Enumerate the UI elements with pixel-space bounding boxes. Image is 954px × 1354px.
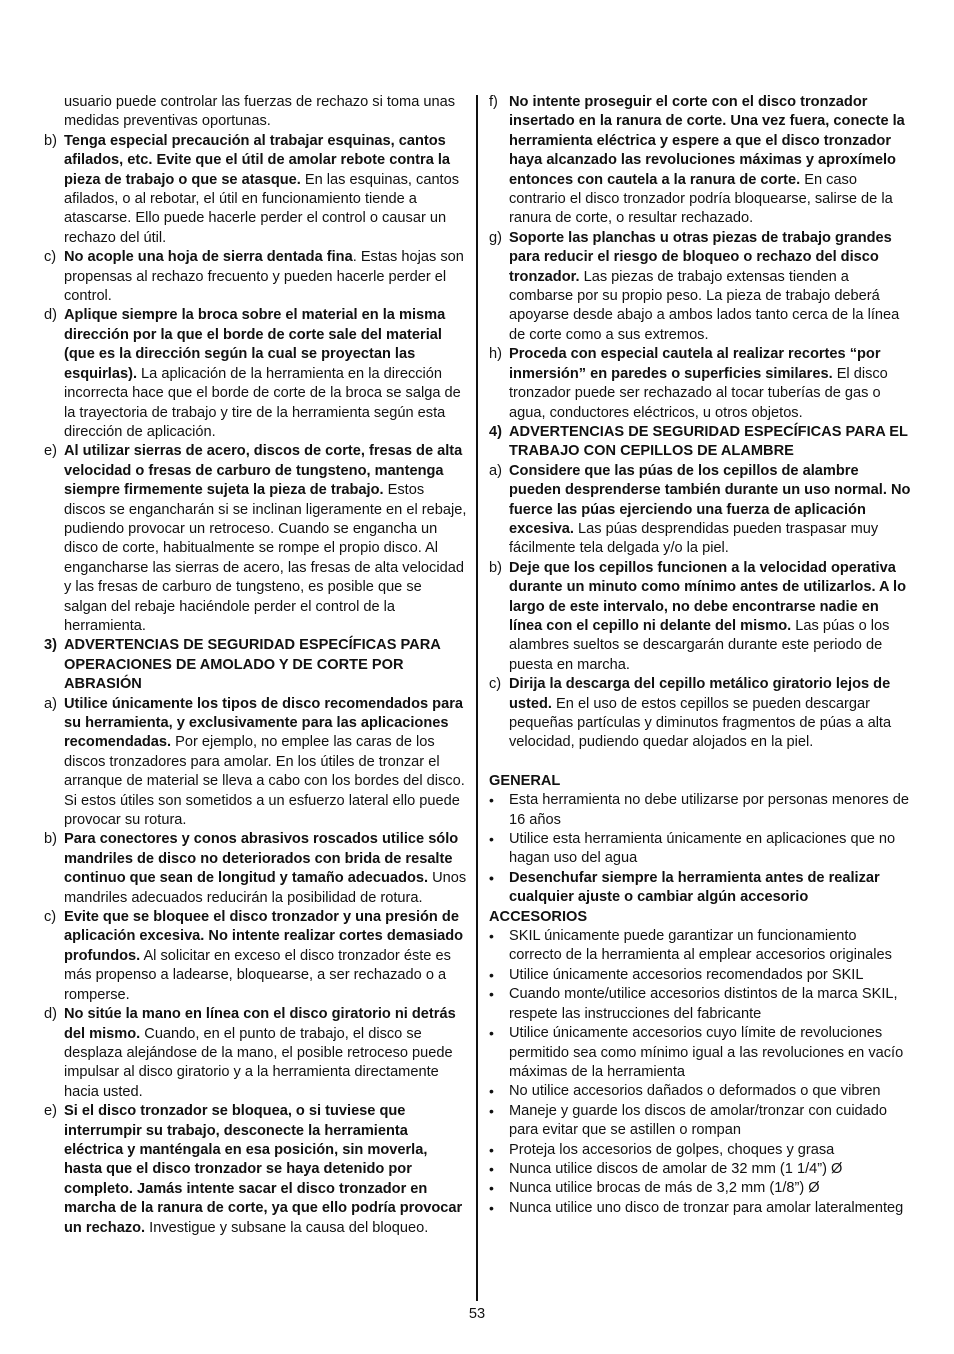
item-text (64, 1005, 468, 1102)
page-number: 53 (468, 1306, 486, 1322)
item-normal-text: Investigue y subsane la causa del bloqueo. (145, 1219, 429, 1236)
item-text (64, 636, 468, 694)
item-text (64, 442, 468, 636)
item-normal-text: . Estas hojas son propensas al rechazo frecuento y pueden hacerle perder el control. (64, 249, 464, 305)
item-marker: c) (44, 249, 57, 266)
bullet-marker: • (489, 1180, 494, 1197)
bullet-marker: • (489, 1199, 494, 1216)
bullet-marker: • (489, 1025, 494, 1042)
list-item (489, 93, 913, 229)
item-marker: d) (44, 307, 57, 324)
bullet-item (489, 985, 913, 1024)
right-column (489, 93, 913, 1218)
bullet-marker: • (489, 928, 494, 945)
item-text (509, 1141, 913, 1160)
bullet-item (489, 1179, 913, 1198)
item-text (509, 675, 913, 753)
item-bold-text: Tenga especial precaución al trabajar esquinas, cantos afilados, etc. Evite que el útil de amolar rebote contra la pieza de trabajo o que se atasque. (64, 132, 451, 188)
item-bold-text: Proceda con especial cautela al realizar recortes “por inmersión” en paredes o superficies similares. (509, 346, 881, 382)
item-marker: e) (44, 1103, 57, 1120)
item-bold-text: Para conectores y conos abrasivos roscados utilice sólo mandriles de disco no deteriorados con brida de resalte continuo que sean de longitud y tamaño adecuados. (64, 831, 459, 887)
item-marker: a) (489, 462, 502, 479)
item-normal-text: En el uso de estos cepillos se pueden descargar pequeñas partículas y diminutos fragmentos de púas a alta velocidad, pudiendo quedar alojados en la piel. (509, 695, 892, 751)
bullet-item (489, 1082, 913, 1101)
item-normal-text: Al solicitar en exceso el disco tronzador éste es más propenso a ladearse, bloquearse, a ser rechazado o a romperse. (64, 947, 451, 1003)
item-bold-text: Al utilizar sierras de acero, discos de corte, fresas de alta velocidad o fresas de carburo de tungsteno, mantenga siempre firmemente sujeta la pieza de trabajo. (64, 443, 463, 499)
item-text (509, 830, 913, 869)
bullet-item (489, 927, 913, 966)
bullet-item (489, 1160, 913, 1179)
item-normal-text: Maneje y guarde los discos de amolar/tronzar con cuidado para evitar que se astillen o rompan (509, 1102, 888, 1139)
column-divider (476, 95, 478, 1301)
bullet-item (489, 1102, 913, 1141)
item-text (64, 1102, 468, 1238)
item-normal-text: Por ejemplo, no emplee las caras de los discos tronzadores para amolar. En los útiles de tronzar el arranque de material se lleva a cabo con los bordes del disco. Si estos útiles son sometidos a un esfuerzo lateral ello puede provocar su rotura. (64, 734, 465, 829)
item-text (64, 908, 468, 1005)
item-bold-text: Si el disco tronzador se bloquea, o si tuviese que interrumpir su trabajo, desconecte la herramienta eléctrica y manténgala en esa posición, sin moverla, hasta que el disco tronzador se haya detenido por completo. Jamás intente sacar el disco tronzador en marcha de la ranura de corte, ya que ello podría provocar un rechazo. (64, 1103, 463, 1236)
bullet-marker: • (489, 986, 494, 1003)
item-marker: b) (44, 831, 57, 848)
item-normal-text: Cuando, en el punto de trabajo, el disco se desplaza alejándose de la mano, el posible retroceso puede impulsar al disco giratorio y a la herramienta directamente hacia usted. (64, 1025, 453, 1100)
item-bold-text: ADVERTENCIAS DE SEGURIDAD ESPECÍFICAS PARA EL TRABAJO CON CEPILLOS DE ALAMBRE (509, 423, 908, 460)
item-text (509, 1024, 913, 1082)
item-normal-text: Esta herramienta no debe utilizarse por personas menores de 16 años (509, 792, 909, 828)
list-item (44, 908, 468, 1005)
bullet-marker: • (489, 792, 494, 809)
item-text (509, 966, 913, 985)
item-marker: f) (489, 94, 498, 110)
list-item (44, 442, 468, 636)
item-normal-text: En las esquinas, cantos afilados, o al rebotar, el útil en funcionamiento tiende a atascarse. Ello puede hacerle perder el control o causar un rechazo del útil. (64, 171, 460, 246)
bullet-item (489, 830, 913, 869)
item-text (509, 1179, 913, 1198)
list-item (44, 695, 468, 831)
item-text (509, 559, 913, 675)
item-text (509, 423, 913, 462)
item-bold-text: Deje que los cepillos funcionen a la velocidad operativa durante un minuto como mínimo antes de utilizarlos. A lo largo de este intervalo, no debe encontrarse nadie en línea con el cepillo ni delante del mismo. (509, 559, 907, 634)
item-bold-text: No acople una hoja de sierra dentada fina (64, 249, 353, 266)
item-text (509, 1199, 913, 1218)
item-normal-text: Utilice esta herramienta únicamente en aplicaciones que no hagan uso del agua (509, 831, 896, 867)
item-text (64, 306, 468, 442)
item-normal-text: No utilice accesorios dañados o deformados o que vibren (509, 1083, 881, 1100)
list-item (44, 306, 468, 442)
item-text (509, 229, 913, 345)
item-normal-text: Las púas desprendidas pueden traspasar muy fácilmente tela delgada y/o la piel. (509, 520, 879, 557)
item-normal-text: Cuando monte/utilice accesorios distintos de la marca SKIL, respete las instrucciones del fabricante (509, 986, 898, 1022)
item-marker: e) (44, 443, 57, 460)
item-normal-text: Utilice únicamente accesorios cuyo límite de revoluciones permitido sea como mínimo igual a las revoluciones en vacío máximas de la herramienta (509, 1025, 904, 1080)
item-marker: b) (44, 132, 57, 149)
item-text (509, 869, 913, 908)
list-item (44, 636, 468, 694)
paragraph-text: usuario puede controlar las fuerzas de rechazo si toma unas medidas preventivas oportunas. (64, 94, 456, 130)
list-item (489, 675, 913, 753)
item-normal-text: Las piezas de trabajo extensas tienden a combarse por su propio peso. La pieza de trabajo deberá apoyarse desde abajo a ambos lados tanto cerca de la línea de corte como a sus extremos. (509, 268, 900, 343)
item-marker: c) (44, 909, 57, 926)
bullet-item (489, 966, 913, 985)
item-normal-text: Proteja los accesorios de golpes, choques y grasa (509, 1141, 835, 1158)
item-normal-text: Unos mandriles adecuados reducirán la posibilidad de rotura. (64, 870, 467, 906)
left-column (44, 93, 468, 1238)
list-item (44, 1005, 468, 1102)
item-normal-text: La aplicación de la herramienta en la dirección incorrecta hace que el borde de corte de la broca se salga de la trayectoria de trabajo y tire de la herramienta según esta dirección de aplicación. (64, 365, 461, 440)
item-text (509, 93, 913, 229)
item-bold-text: No intente proseguir el corte con el disco tronzador insertado en la ranura de corte. Una vez fuera, conecte la herramienta eléctrica y espere a que el disco tronzador haya alcanzado las revoluciones máximas y aproxímelo entonces con cautela a la ranura de corte. (509, 94, 905, 188)
item-text (509, 1160, 913, 1179)
list-item (489, 229, 913, 345)
bullet-item (489, 1199, 913, 1218)
item-bold-text: Desenchufar siempre la herramienta antes de realizar cualquier ajuste o cambiar algún accesorio (509, 869, 880, 906)
list-item (489, 423, 913, 462)
section-heading: GENERAL (489, 772, 561, 789)
item-normal-text: Estos discos se engancharán si se inclinan ligeramente en el rebaje, pudiendo provocar un retroceso. Cuando se engancha un disco de corte, habitualmente se rompe el propio disco. Al engancharse las sierras de acero, las fresas de alta velocidad y las fresas de carburo de tungsteno, es posible que se salgan del rebaje haciéndole perder el control de la herramienta. (64, 482, 467, 634)
bullet-item (489, 869, 913, 908)
item-bold-text: Aplique siempre la broca sobre el material en la misma dirección por la que el borde de corte sale del material (que es la dirección según la cual se proyectan las esquirlas). (64, 307, 446, 382)
item-marker: a) (44, 695, 57, 712)
list-item (489, 462, 913, 559)
item-bold-text: Utilice únicamente los tipos de disco recomendados para su herramienta, y exclusivamente para las aplicaciones recomendadas. (64, 695, 464, 751)
bullet-marker: • (489, 1141, 494, 1158)
bullet-marker: • (489, 966, 494, 983)
bullet-marker: • (489, 831, 494, 848)
item-text (509, 1102, 913, 1141)
item-text (64, 695, 468, 831)
item-normal-text: En caso contrario el disco tronzador podría bloquearse, salirse de la ranura de corte, o resultar rechazado. (509, 171, 893, 227)
bullet-marker: • (489, 1102, 494, 1119)
bullet-item (489, 791, 913, 830)
section-heading: ACCESORIOS (489, 908, 588, 925)
list-item (44, 830, 468, 908)
item-marker: g) (489, 229, 502, 246)
item-bold-text: No sitúe la mano en línea con el disco giratorio ni detrás del mismo. (64, 1006, 456, 1042)
item-bold-text: ADVERTENCIAS DE SEGURIDAD ESPECÍFICAS PARA OPERACIONES DE AMOLADO Y DE CORTE POR ABRASIÓN (64, 637, 441, 693)
item-bold-text: Soporte las planchas u otras piezas de trabajo grandes para reducir el riesgo de bloqueo o rechazo del disco tronzador. (509, 229, 892, 285)
item-text (64, 132, 468, 248)
item-marker: h) (489, 346, 502, 363)
item-normal-text: Las púas o los alambres sueltos se descargarán durante este periodo de puesta en marcha. (509, 617, 890, 673)
item-marker: 3) (44, 637, 57, 654)
item-text (64, 248, 468, 306)
item-text (509, 791, 913, 830)
item-bold-text: Evite que se bloquee el disco tronzador y una presión de aplicación excesiva. No intente realizar cortes demasiado profundos. (64, 909, 464, 964)
bullet-marker: • (489, 1160, 494, 1177)
item-text (509, 985, 913, 1024)
list-item (44, 132, 468, 248)
item-marker: c) (489, 676, 502, 693)
item-text (509, 927, 913, 966)
item-text (64, 830, 468, 908)
item-bold-text: Dirija la descarga del cepillo metálico giratorio lejos de usted. (509, 676, 891, 712)
item-normal-text: SKIL únicamente puede garantizar un funcionamiento correcto de la herramienta al emplear accesorios originales (509, 928, 892, 964)
item-text (509, 345, 913, 423)
item-marker: 4) (489, 423, 502, 440)
item-bold-text: Considere que las púas de los cepillos de alambre pueden desprenderse también durante un uso normal. No fuerce las púas ejerciendo una fuerza de aplicación excesiva. (509, 462, 911, 537)
item-marker: b) (489, 559, 502, 576)
list-item (489, 559, 913, 675)
item-normal-text: Nunca utilice brocas de más de 3,2 mm (1/8”) Ø (509, 1180, 820, 1197)
paragraph-continuation (44, 93, 468, 132)
item-normal-text: Nunca utilice uno disco de tronzar para amolar lateralmenteg (509, 1199, 904, 1216)
bullet-marker: • (489, 1083, 494, 1100)
item-text (509, 1082, 913, 1101)
list-item (489, 345, 913, 423)
list-item (44, 1102, 468, 1238)
item-text (509, 462, 913, 559)
item-normal-text: Utilice únicamente accesorios recomendados por SKIL (509, 966, 864, 983)
bullet-marker: • (489, 869, 494, 886)
bullet-item (489, 1024, 913, 1082)
item-normal-text: El disco tronzador puede ser rechazado al tocar tuberías de gas o agua, conductores eléctricos, u otros objetos. (509, 365, 888, 421)
item-marker: d) (44, 1006, 57, 1023)
spacer (489, 753, 913, 772)
item-normal-text: Nunca utilice discos de amolar de 32 mm (1 1/4”) Ø (509, 1160, 843, 1177)
list-item (44, 248, 468, 306)
bullet-item (489, 1141, 913, 1160)
